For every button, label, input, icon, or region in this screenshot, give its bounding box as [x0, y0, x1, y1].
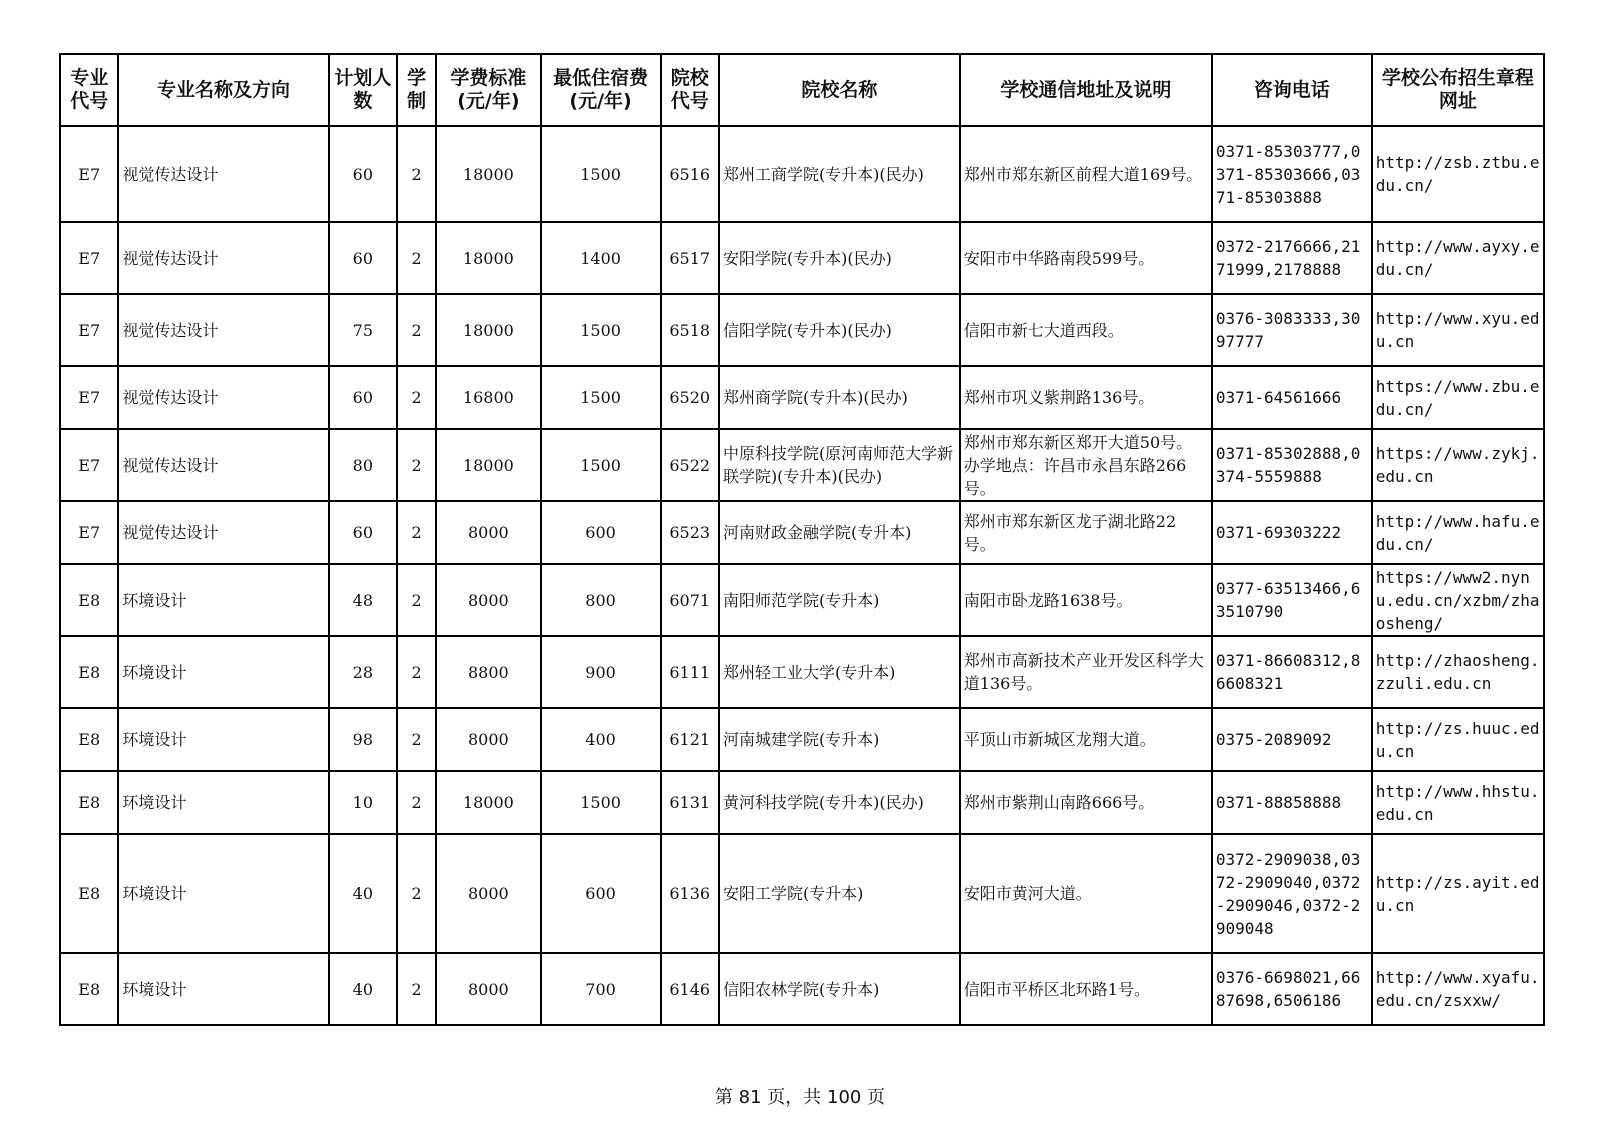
cell-school-code: 6111 — [661, 636, 719, 708]
cell-duration: 2 — [397, 501, 436, 564]
cell-tuition: 8000 — [436, 953, 541, 1025]
cell-phone: 0371-85302888,0374-5559888 — [1212, 429, 1372, 501]
cell-housing-fee: 700 — [541, 953, 661, 1025]
cell-phone: 0375-2089092 — [1212, 708, 1372, 771]
header-website: 学校公布招生章程网址 — [1372, 54, 1544, 126]
cell-school-name: 安阳工学院(专升本) — [719, 834, 960, 953]
cell-school-name: 河南财政金融学院(专升本) — [719, 501, 960, 564]
cell-housing-fee: 1500 — [541, 429, 661, 501]
cell-phone: 0376-6698021,6687698,6506186 — [1212, 953, 1372, 1025]
table-row — [60, 771, 1544, 834]
cell-duration: 2 — [397, 429, 436, 501]
header-school-name: 院校名称 — [719, 54, 960, 126]
cell-school-name: 安阳学院(专升本)(民办) — [719, 222, 960, 294]
cell-school-name: 中原科技学院(原河南师范大学新联学院)(专升本)(民办) — [719, 429, 960, 501]
cell-phone: 0371-69303222 — [1212, 501, 1372, 564]
cell-major-name: 环境设计 — [118, 771, 328, 834]
cell-housing-fee: 400 — [541, 708, 661, 771]
cell-tuition: 8800 — [436, 636, 541, 708]
cell-plan-count: 60 — [329, 366, 398, 429]
cell-school-name: 郑州商学院(专升本)(民办) — [719, 366, 960, 429]
cell-plan-count: 98 — [329, 708, 398, 771]
header-tuition: 学费标准(元/年) — [436, 54, 541, 126]
cell-duration: 2 — [397, 222, 436, 294]
table-row — [60, 953, 1544, 1025]
cell-major-code: E8 — [60, 953, 118, 1025]
cell-school-name: 南阳师范学院(专升本) — [719, 564, 960, 636]
cell-school-name: 信阳学院(专升本)(民办) — [719, 294, 960, 366]
cell-address: 郑州市郑东新区郑开大道50号。办学地点：许昌市永昌东路266号。 — [960, 429, 1212, 501]
header-school-code: 院校代号 — [661, 54, 719, 126]
header-major-code: 专业代号 — [60, 54, 118, 126]
cell-school-code: 6523 — [661, 501, 719, 564]
cell-housing-fee: 1500 — [541, 126, 661, 222]
cell-tuition: 8000 — [436, 501, 541, 564]
cell-address: 郑州市紫荆山南路666号。 — [960, 771, 1212, 834]
cell-major-code: E7 — [60, 366, 118, 429]
cell-plan-count: 60 — [329, 126, 398, 222]
cell-school-name: 黄河科技学院(专升本)(民办) — [719, 771, 960, 834]
cell-school-name: 信阳农林学院(专升本) — [719, 953, 960, 1025]
cell-duration: 2 — [397, 564, 436, 636]
cell-website: http://zhaosheng.zzuli.edu.cn — [1372, 636, 1544, 708]
cell-school-name: 郑州工商学院(专升本)(民办) — [719, 126, 960, 222]
cell-address: 郑州市郑东新区龙子湖北路22号。 — [960, 501, 1212, 564]
cell-website: http://www.ayxy.edu.cn/ — [1372, 222, 1544, 294]
header-duration: 学制 — [397, 54, 436, 126]
cell-address: 郑州市郑东新区前程大道169号。 — [960, 126, 1212, 222]
cell-tuition: 18000 — [436, 771, 541, 834]
cell-housing-fee: 900 — [541, 636, 661, 708]
table-row — [60, 834, 1544, 953]
cell-major-name: 环境设计 — [118, 708, 328, 771]
cell-website: http://zs.huuc.edu.cn — [1372, 708, 1544, 771]
cell-website: http://zs.ayit.edu.cn — [1372, 834, 1544, 953]
cell-major-code: E8 — [60, 771, 118, 834]
cell-plan-count: 80 — [329, 429, 398, 501]
cell-tuition: 18000 — [436, 429, 541, 501]
cell-major-code: E7 — [60, 429, 118, 501]
table-row — [60, 126, 1544, 222]
cell-website: http://www.xyafu.edu.cn/zsxxw/ — [1372, 953, 1544, 1025]
cell-phone: 0371-88858888 — [1212, 771, 1372, 834]
page-number: 第 81 页，共 100 页 — [714, 1087, 886, 1108]
cell-address: 信阳市新七大道西段。 — [960, 294, 1212, 366]
cell-housing-fee: 1500 — [541, 366, 661, 429]
cell-phone: 0371-85303777,0371-85303666,0371-85303888 — [1212, 126, 1372, 222]
header-phone: 咨询电话 — [1212, 54, 1372, 126]
cell-major-name: 视觉传达设计 — [118, 501, 328, 564]
cell-website: http://zsb.ztbu.edu.cn/ — [1372, 126, 1544, 222]
cell-address: 信阳市平桥区北环路1号。 — [960, 953, 1212, 1025]
cell-school-code: 6520 — [661, 366, 719, 429]
cell-phone: 0372-2909038,0372-2909040,0372-2909046,0372-2909048 — [1212, 834, 1372, 953]
cell-housing-fee: 800 — [541, 564, 661, 636]
cell-major-name: 环境设计 — [118, 834, 328, 953]
cell-phone: 0372-2176666,2171999,2178888 — [1212, 222, 1372, 294]
cell-duration: 2 — [397, 636, 436, 708]
cell-website: https://www.zbu.edu.cn/ — [1372, 366, 1544, 429]
cell-duration: 2 — [397, 771, 436, 834]
cell-address: 南阳市卧龙路1638号。 — [960, 564, 1212, 636]
cell-housing-fee: 1500 — [541, 294, 661, 366]
cell-address: 安阳市中华路南段599号。 — [960, 222, 1212, 294]
cell-major-name: 环境设计 — [118, 636, 328, 708]
cell-major-code: E8 — [60, 636, 118, 708]
header-plan-count: 计划人数 — [329, 54, 398, 126]
cell-plan-count: 60 — [329, 501, 398, 564]
cell-website: https://www.zykj.edu.cn — [1372, 429, 1544, 501]
cell-school-name: 河南城建学院(专升本) — [719, 708, 960, 771]
cell-plan-count: 28 — [329, 636, 398, 708]
cell-housing-fee: 1500 — [541, 771, 661, 834]
cell-tuition: 16800 — [436, 366, 541, 429]
header-address: 学校通信地址及说明 — [960, 54, 1212, 126]
cell-school-code: 6071 — [661, 564, 719, 636]
cell-major-name: 视觉传达设计 — [118, 222, 328, 294]
cell-tuition: 8000 — [436, 564, 541, 636]
cell-duration: 2 — [397, 126, 436, 222]
cell-major-name: 视觉传达设计 — [118, 294, 328, 366]
cell-school-name: 郑州轻工业大学(专升本) — [719, 636, 960, 708]
cell-website: http://www.hafu.edu.cn/ — [1372, 501, 1544, 564]
cell-duration: 2 — [397, 294, 436, 366]
cell-tuition: 18000 — [436, 126, 541, 222]
cell-school-code: 6131 — [661, 771, 719, 834]
header-major-name: 专业名称及方向 — [118, 54, 328, 126]
header-min-housing-fee: 最低住宿费(元/年) — [541, 54, 661, 126]
cell-housing-fee: 1400 — [541, 222, 661, 294]
cell-plan-count: 60 — [329, 222, 398, 294]
cell-phone: 0371-64561666 — [1212, 366, 1372, 429]
cell-website: https://www2.nynu.edu.cn/xzbm/zhaosheng/ — [1372, 564, 1544, 636]
cell-housing-fee: 600 — [541, 834, 661, 953]
cell-plan-count: 75 — [329, 294, 398, 366]
cell-housing-fee: 600 — [541, 501, 661, 564]
cell-plan-count: 40 — [329, 834, 398, 953]
cell-major-code: E7 — [60, 501, 118, 564]
cell-major-code: E8 — [60, 834, 118, 953]
cell-tuition: 18000 — [436, 294, 541, 366]
table-row — [60, 294, 1544, 366]
cell-tuition: 8000 — [436, 834, 541, 953]
cell-school-code: 6516 — [661, 126, 719, 222]
cell-major-code: E8 — [60, 564, 118, 636]
table-row — [60, 636, 1544, 708]
cell-duration: 2 — [397, 708, 436, 771]
cell-major-name: 视觉传达设计 — [118, 126, 328, 222]
cell-school-code: 6522 — [661, 429, 719, 501]
cell-website: http://www.xyu.edu.cn — [1372, 294, 1544, 366]
header-row — [60, 54, 1544, 126]
cell-plan-count: 40 — [329, 953, 398, 1025]
cell-major-name: 视觉传达设计 — [118, 429, 328, 501]
cell-school-code: 6146 — [661, 953, 719, 1025]
cell-tuition: 8000 — [436, 708, 541, 771]
cell-tuition: 18000 — [436, 222, 541, 294]
cell-address: 郑州市高新技术产业开发区科学大道136号。 — [960, 636, 1212, 708]
table-row — [60, 429, 1544, 501]
cell-major-code: E7 — [60, 126, 118, 222]
cell-plan-count: 10 — [329, 771, 398, 834]
table-row — [60, 366, 1544, 429]
cell-address: 安阳市黄河大道。 — [960, 834, 1212, 953]
cell-school-code: 6121 — [661, 708, 719, 771]
cell-school-code: 6517 — [661, 222, 719, 294]
cell-school-code: 6518 — [661, 294, 719, 366]
table-row — [60, 708, 1544, 771]
table-row — [60, 564, 1544, 636]
cell-phone: 0377-63513466,63510790 — [1212, 564, 1372, 636]
cell-address: 郑州市巩义紫荆路136号。 — [960, 366, 1212, 429]
cell-duration: 2 — [397, 366, 436, 429]
cell-major-name: 环境设计 — [118, 564, 328, 636]
cell-phone: 0376-3083333,3097777 — [1212, 294, 1372, 366]
cell-major-name: 视觉传达设计 — [118, 366, 328, 429]
cell-duration: 2 — [397, 834, 436, 953]
cell-duration: 2 — [397, 953, 436, 1025]
admissions-table — [59, 53, 1545, 1026]
cell-website: http://www.hhstu.edu.cn — [1372, 771, 1544, 834]
table-row — [60, 501, 1544, 564]
cell-school-code: 6136 — [661, 834, 719, 953]
table-row — [60, 222, 1544, 294]
cell-phone: 0371-86608312,86608321 — [1212, 636, 1372, 708]
cell-major-code: E7 — [60, 294, 118, 366]
cell-address: 平顶山市新城区龙翔大道。 — [960, 708, 1212, 771]
cell-plan-count: 48 — [329, 564, 398, 636]
cell-major-name: 环境设计 — [118, 953, 328, 1025]
cell-major-code: E8 — [60, 708, 118, 771]
cell-major-code: E7 — [60, 222, 118, 294]
